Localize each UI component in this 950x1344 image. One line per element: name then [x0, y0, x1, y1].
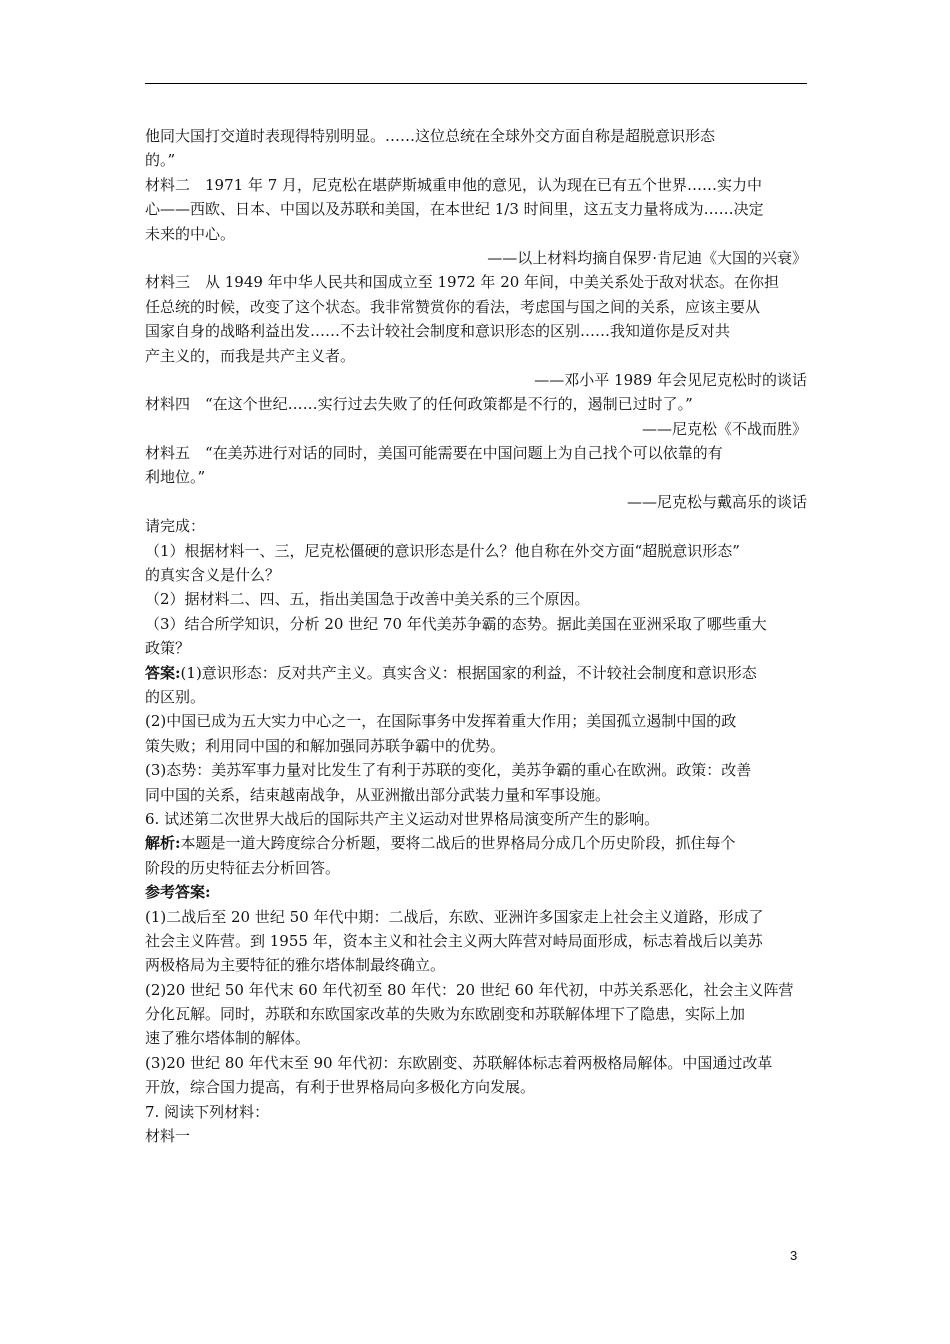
text-line: 心——西欧、日本、中国以及苏联和美国，在本世纪 1/3 时间里，这五支力量将成为……决定: [145, 200, 764, 219]
text-line: 的区别。: [145, 687, 206, 706]
text-line: 产主义的，而我是共产主义者。: [145, 346, 356, 365]
text-line: 的真实含义是什么？: [145, 566, 281, 585]
instruction-line: 请完成：: [145, 517, 206, 536]
text-line: 利地位。”: [145, 468, 206, 487]
question-1: （1）根据材料一、三，尼克松僵硬的意识形态是什么？他自称在外交方面“超脱意识形态”: [145, 541, 740, 560]
citation-degaulle: ——尼克松与戴高乐的谈话: [626, 492, 807, 511]
text-line: 的。”: [145, 151, 176, 170]
question-3: （3）结合所学知识，分析 20 世纪 70 年代美苏争霸的态势。据此美国在亚洲采取了哪些重大: [145, 614, 767, 633]
material-3-line: 材料三 从 1949 年中华人民共和国成立至 1972 年 20 年间，中美关系处于敌对状态。在你担: [145, 273, 780, 292]
document-body: [145, 124, 807, 1148]
text-line: 任总统的时候，改变了这个状态。我非常赞赏你的看法，考虑国与国之间的关系，应该主要从: [145, 297, 761, 316]
answer-text: (1)意识形态：反对共产主义。真实含义：根据国家的利益，不计较社会制度和意识形态: [180, 663, 757, 682]
text-line: 速了雅尔塔体制的解体。: [145, 1029, 311, 1048]
text-line: 开放，综合国力提高，有利于世界格局向多极化方向发展。: [145, 1078, 536, 1097]
analysis-line: [145, 831, 807, 855]
text-line: 两极格局为主要特征的雅尔塔体制最终确立。: [145, 956, 446, 975]
material-5-line: 材料五 “在美苏进行对话的同时，美国可能需要在中国问题上为自己找个可以依靠的有: [145, 444, 723, 463]
text-line: (2)中国已成为五大实力中心之一，在国际事务中发挥着重大作用；美国孤立遏制中国的政: [145, 712, 737, 731]
text-line: (1)二战后至 20 世纪 50 年代中期：二战后，东欧、亚洲许多国家走上社会主义道路，形成了: [145, 907, 764, 926]
citation-kennedy: ——以上材料均摘自保罗·肯尼迪《大国的兴衰》: [487, 248, 807, 267]
answer-label: 答案:: [145, 663, 181, 682]
text-line: 国家自身的战略利益出发……不去计较社会制度和意识形态的区别……我知道你是反对共: [145, 322, 731, 341]
text-line: 社会主义阵营。到 1955 年，资本主义和社会主义两大阵营对峙局面形成，标志着战后以美苏: [145, 931, 763, 950]
material-4-line: 材料四 “在这个世纪……实行过去失败了的任何政策都是不行的，遏制已过时了。”: [145, 395, 693, 414]
question-6: 6. 试述第二次世界大战后的国际共产主义运动对世界格局演变所产生的影响。: [145, 809, 660, 828]
material-1-label: 材料一: [145, 1127, 191, 1146]
analysis-text: 本题是一道大跨度综合分析题，要将二战后的世界格局分成几个历史阶段，抓住每个: [180, 834, 736, 853]
text-line: 分化瓦解。同时，苏联和东欧国家改革的失败为东欧剧变和苏联解体埋下了隐患，实际上加: [145, 1005, 746, 1024]
question-7: 7. 阅读下列材料：: [145, 1102, 270, 1121]
text-line: 策失败；利用同中国的和解加强同苏联争霸中的优势。: [145, 736, 506, 755]
text-line: (3)20 世纪 80 年代末至 90 年代初：东欧剧变、苏联解体标志着两极格局解体。中国通过改革: [145, 1053, 773, 1072]
text-line: 他同大国打交道时表现得特别明显。……这位总统在全球外交方面自称是超脱意识形态: [145, 127, 716, 145]
text-line: (2)20 世纪 50 年代末 60 年代初至 80 年代：20 世纪 60 年代初，中苏关系恶化，社会主义阵营: [145, 980, 794, 999]
question-2: （2）据材料二、四、五，指出美国急于改善中美关系的三个原因。: [145, 590, 590, 609]
text-line: 阶段的历史特征去分析回答。: [145, 858, 341, 877]
citation-nixon: ——尼克松《不战而胜》: [641, 419, 807, 438]
text-line: 同中国的关系，结束越南战争，从亚洲撤出部分武装力量和军事设施。: [145, 785, 611, 804]
material-2-line: 材料二 1971 年 7 月，尼克松在堪萨斯城重申他的意见，认为现在已有五个世界……实力中: [145, 175, 763, 194]
header-rule: [145, 83, 807, 84]
page-number: 3: [790, 1248, 798, 1263]
citation-deng: ——邓小平 1989 年会见尼克松时的谈话: [534, 370, 807, 389]
analysis-label: 解析:: [145, 834, 181, 853]
answer-line: [145, 661, 807, 685]
text-line: (3)态势：美苏军事力量对比发生了有利于苏联的变化，美苏争霸的重心在欧洲。政策：改善: [145, 761, 752, 780]
reference-answer-label: 参考答案:: [145, 883, 211, 902]
text-line: 政策？: [145, 639, 191, 658]
text-line: 未来的中心。: [145, 224, 236, 243]
